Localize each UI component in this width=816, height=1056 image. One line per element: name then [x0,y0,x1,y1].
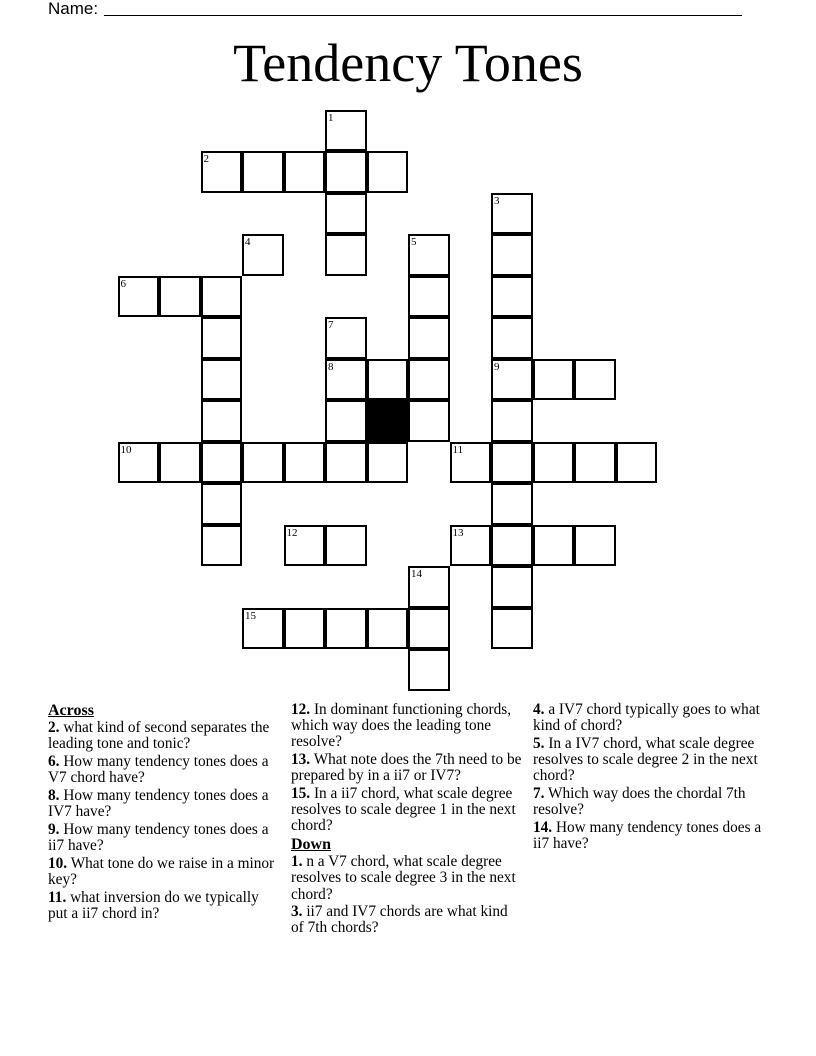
clue-column-1 [48,702,278,923]
crossword-cell[interactable] [491,442,533,484]
clue-number: 4. [533,701,545,718]
crossword-cell[interactable] [325,442,367,484]
crossword-cell[interactable] [325,400,367,442]
down-clue [291,904,523,936]
across-clue-list-part-1 [48,720,278,922]
across-clue [48,856,278,888]
clue-number: 11 [452,443,464,456]
across-clue [48,720,278,752]
crossword-cell[interactable] [408,234,450,276]
crossword-cell[interactable] [408,566,450,608]
crossword-cell[interactable] [408,276,450,318]
clue-number: 9 [494,360,500,373]
across-clue-list-part-2 [291,702,523,835]
across-clue [291,702,523,751]
crossword-cell[interactable] [201,317,243,359]
crossword-cell[interactable] [491,234,533,276]
clue-column-2 [291,702,523,938]
across-clue [48,788,278,820]
crossword-cell[interactable] [491,566,533,608]
crossword-cell[interactable] [533,442,575,484]
clue-number: 11. [48,888,67,906]
crossword-cell[interactable] [325,234,367,276]
crossword-cell[interactable] [367,359,409,401]
down-clue [533,736,765,785]
crossword-cell[interactable] [408,400,450,442]
crossword-cell[interactable] [201,442,243,484]
down-clue-list-part-1 [291,854,523,937]
crossword-cell[interactable] [491,317,533,359]
crossword-cell[interactable] [574,442,616,484]
across-clue [291,752,523,784]
crossword-cell[interactable] [201,151,243,193]
crossword-cell[interactable] [242,151,284,193]
clue-text: what kind of second separates the leading tone and tonic? [48,719,270,753]
clue-number: 14 [411,568,422,580]
clue-number: 9. [48,820,60,838]
clue-number: 12. [291,701,311,718]
clue-text: What note does the 7th need to be prepared by in a ii7 or IV7? [291,751,522,785]
crossword-cell[interactable] [533,359,575,401]
crossword-cell[interactable] [491,400,533,442]
crossword-cell[interactable] [408,649,450,691]
page-title: Tendency Tones [233,33,583,93]
crossword-cell[interactable] [325,525,367,567]
clue-number: 6 [120,277,126,290]
clue-number: 15 [245,609,256,622]
crossword-cell[interactable] [367,608,409,650]
crossword-cell[interactable] [408,317,450,359]
crossword-cell[interactable] [201,525,243,567]
clue-text: In a ii7 chord, what scale degree resolves to scale degree 1 in the next chord? [291,785,516,835]
across-clue [48,754,278,786]
down-clue [533,820,765,852]
crossword-cell[interactable] [408,359,450,401]
across-heading: Across [48,702,94,719]
clue-number: 7. [533,785,545,803]
clue-text: ii7 and IV7 chords are what kind of 7th chords? [291,903,508,937]
clue-number: 10. [48,854,68,872]
clue-text: In dominant functioning chords, which way does the leading tone resolve? [291,701,512,751]
clue-number: 3. [291,903,303,921]
crossword-cell[interactable] [284,151,326,193]
crossword-cell[interactable] [491,193,533,235]
clue-number: 8 [328,360,334,373]
down-clue [291,854,523,903]
crossword-cell[interactable] [533,525,575,567]
clue-number: 10 [120,443,132,456]
crossword-cell[interactable] [284,608,326,650]
clue-number: 1 [328,111,334,124]
crossword-cell[interactable] [159,276,201,318]
clue-number: 4 [245,236,251,248]
crossword-cell[interactable] [450,442,492,484]
clue-text: How many tendency tones does a V7 chord have? [48,752,269,787]
clue-column-3 [533,702,765,854]
crossword-cell[interactable] [325,193,367,235]
crossword-cell[interactable] [367,151,409,193]
crossword-cell[interactable] [325,608,367,650]
crossword-cell[interactable] [159,442,201,484]
clue-number: 6. [48,752,60,770]
crossword-cell[interactable] [491,525,533,567]
crossword-cell[interactable] [325,110,367,152]
clue-text: In a IV7 chord, what scale degree resolves to scale degree 2 in the next chord? [533,734,758,785]
clue-text: What tone do we raise in a minor key? [48,854,275,888]
down-clue-list-part-2 [533,702,765,852]
clue-text: Which way does the chordal 7th resolve? [533,785,746,819]
crossword-cell[interactable] [284,525,326,567]
clue-number: 2. [48,719,60,736]
crossword-cell[interactable] [491,359,533,401]
clue-number: 2 [203,153,209,165]
crossword-cell[interactable] [284,442,326,484]
crossword-cell[interactable] [118,276,160,318]
crossword-cell[interactable] [242,442,284,484]
clue-number: 7 [328,319,334,331]
clue-number: 13 [452,526,464,539]
crossword-cell[interactable] [325,317,367,359]
clue-number: 8. [48,786,60,804]
clue-number: 5 [411,236,417,248]
crossword-cell[interactable] [408,608,450,650]
name-label: Name: [48,0,99,18]
name-input-line[interactable] [104,15,742,16]
clue-text: How many tendency tones does a ii7 have? [533,818,762,853]
crossword-cell[interactable] [450,525,492,567]
crossword-cell[interactable] [325,151,367,193]
crossword-cell[interactable] [616,442,658,484]
crossword-cell[interactable] [367,442,409,484]
crossword-cell[interactable] [242,234,284,276]
down-clue [533,786,765,818]
crossword-cell[interactable] [201,483,243,525]
clue-number: 3 [494,194,500,207]
clue-number: 13. [291,751,311,769]
clue-text: n a V7 chord, what scale degree resolves to scale degree 3 in the next chord? [291,853,516,903]
clue-text: what inversion do we typically put a ii7 chord in? [48,888,259,922]
crossword-cell[interactable] [491,608,533,650]
crossword-block [367,400,409,442]
crossword-cell[interactable] [201,400,243,442]
crossword-cell[interactable] [242,608,284,650]
clue-text: How many tendency tones does a ii7 have? [48,820,269,854]
across-clue [291,786,523,835]
clue-number: 15. [291,785,311,803]
crossword-cell[interactable] [201,359,243,401]
across-clue [48,890,278,922]
crossword-cell[interactable] [201,276,243,318]
crossword-cell[interactable] [491,483,533,525]
clue-number: 14. [533,818,553,836]
down-clue [533,702,765,734]
down-heading: Down [291,836,332,854]
across-clue [48,822,278,854]
clue-number: 1. [291,853,303,871]
crossword-cell[interactable] [118,442,160,484]
clue-number: 5. [533,734,545,752]
crossword-cell[interactable] [574,359,616,401]
clue-text: a IV7 chord typically goes to what kind of chord? [533,701,760,735]
clue-number: 12 [286,526,298,539]
crossword-cell[interactable] [574,525,616,567]
clue-text: How many tendency tones does a IV7 have? [48,786,269,821]
crossword-cell[interactable] [491,276,533,318]
crossword-cell[interactable] [325,359,367,401]
